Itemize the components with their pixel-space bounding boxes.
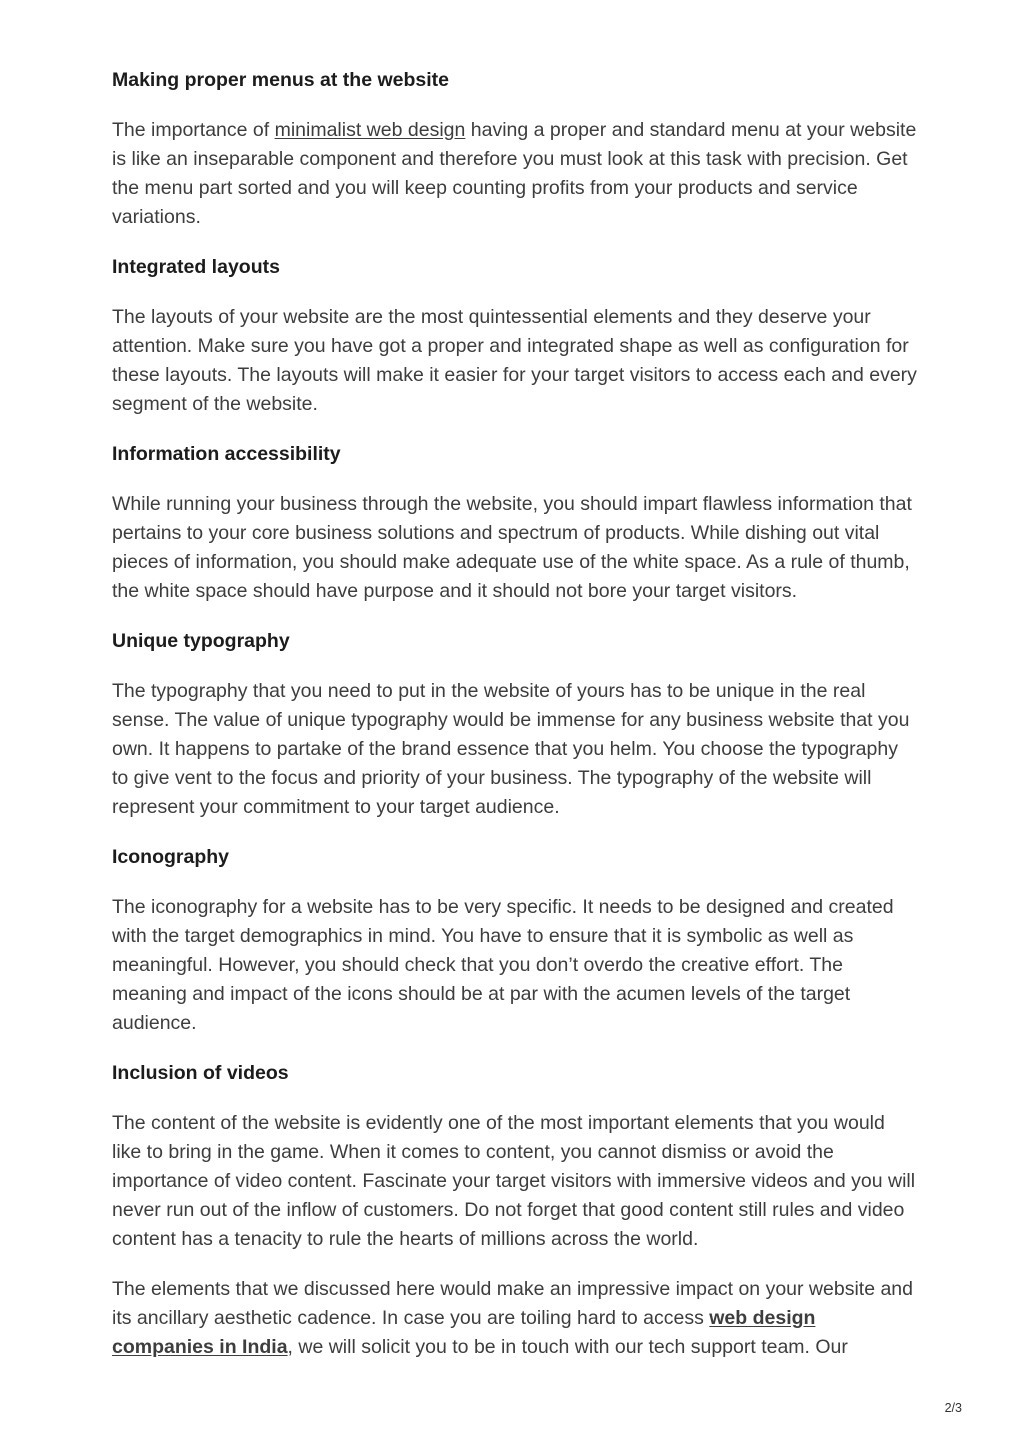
paragraph-text: The layouts of your website are the most quintessential elements and they deserve your attention. Make sure you have got a proper and integrated shape as well as configuration for these layouts. The layouts will make it easier for your target visitors to access each and every segment of the website. <box>112 306 917 415</box>
section-iconography <box>112 843 918 1038</box>
paragraph-text: The typography that you need to put in the website of yours has to be unique in the real sense. The value of unique typography would be immense for any business website that you own. It happens to partake of the brand essence that you helm. You choose the typography to give vent to the focus and priority of your business. The typography of the website will represent your commitment to your target audience. <box>112 680 910 818</box>
section-heading: Integrated layouts <box>112 256 280 278</box>
paragraph-text: The elements that we discussed here would make an impressive impact on your website and its ancillary aesthetic cadence. In case you are toiling hard to access <box>112 1278 913 1329</box>
section-paragraph <box>112 116 918 232</box>
paragraph-text: The importance of <box>112 119 275 141</box>
section-paragraph <box>112 1109 918 1254</box>
closing-paragraph <box>112 1275 918 1362</box>
section-heading: Inclusion of videos <box>112 1062 289 1084</box>
section-paragraph <box>112 677 918 822</box>
web-design-companies-in-india-link[interactable]: web design companies in India <box>112 1307 816 1358</box>
minimalist-web-design-link[interactable]: minimalist web design <box>274 119 466 141</box>
paragraph-text: , we will solicit you to be in touch with our tech support team. Our <box>287 1336 848 1358</box>
section-information-accessibility <box>112 440 918 606</box>
paragraph-text: The iconography for a website has to be very specific. It needs to be designed and created with the target demographics in mind. You have to ensure that it is symbolic as well as meaningful. However, you should check that you don’t overdo the creative effort. The meaning and impact of the icons should be at par with the acumen levels of the target audience. <box>112 896 894 1034</box>
section-making-proper-menus <box>112 66 918 232</box>
section-paragraph <box>112 303 918 419</box>
section-inclusion-of-videos <box>112 1059 918 1254</box>
section-heading: Iconography <box>112 846 230 868</box>
paragraph-text: having a proper and standard menu at your website is like an inseparable component and therefore you must look at this task with precision. Get the menu part sorted and you will keep counting profits from your products and service variations. <box>112 119 917 228</box>
section-integrated-layouts <box>112 253 918 419</box>
page-number: 2/3 <box>944 1401 962 1415</box>
section-unique-typography <box>112 627 918 822</box>
paragraph-text: The content of the website is evidently one of the most important elements that you would like to bring in the game. When it comes to content, you cannot dismiss or avoid the importance of video content. Fascinate your target visitors with immersive videos and you will never run out of the inflow of customers. Do not forget that good content still rules and video content has a tenacity to rule the hearts of millions across the world. <box>112 1112 916 1250</box>
section-paragraph <box>112 893 918 1038</box>
section-heading: Unique typography <box>112 630 290 652</box>
paragraph-text: While running your business through the website, you should impart flawless information that pertains to your core business solutions and spectrum of products. While dishing out vital pieces of information, you should make adequate use of the white space. As a rule of thumb, the white space should have purpose and it should not bore your target visitors. <box>112 493 912 602</box>
section-paragraph <box>112 490 918 606</box>
section-heading: Information accessibility <box>112 443 341 465</box>
section-heading: Making proper menus at the website <box>112 69 449 91</box>
